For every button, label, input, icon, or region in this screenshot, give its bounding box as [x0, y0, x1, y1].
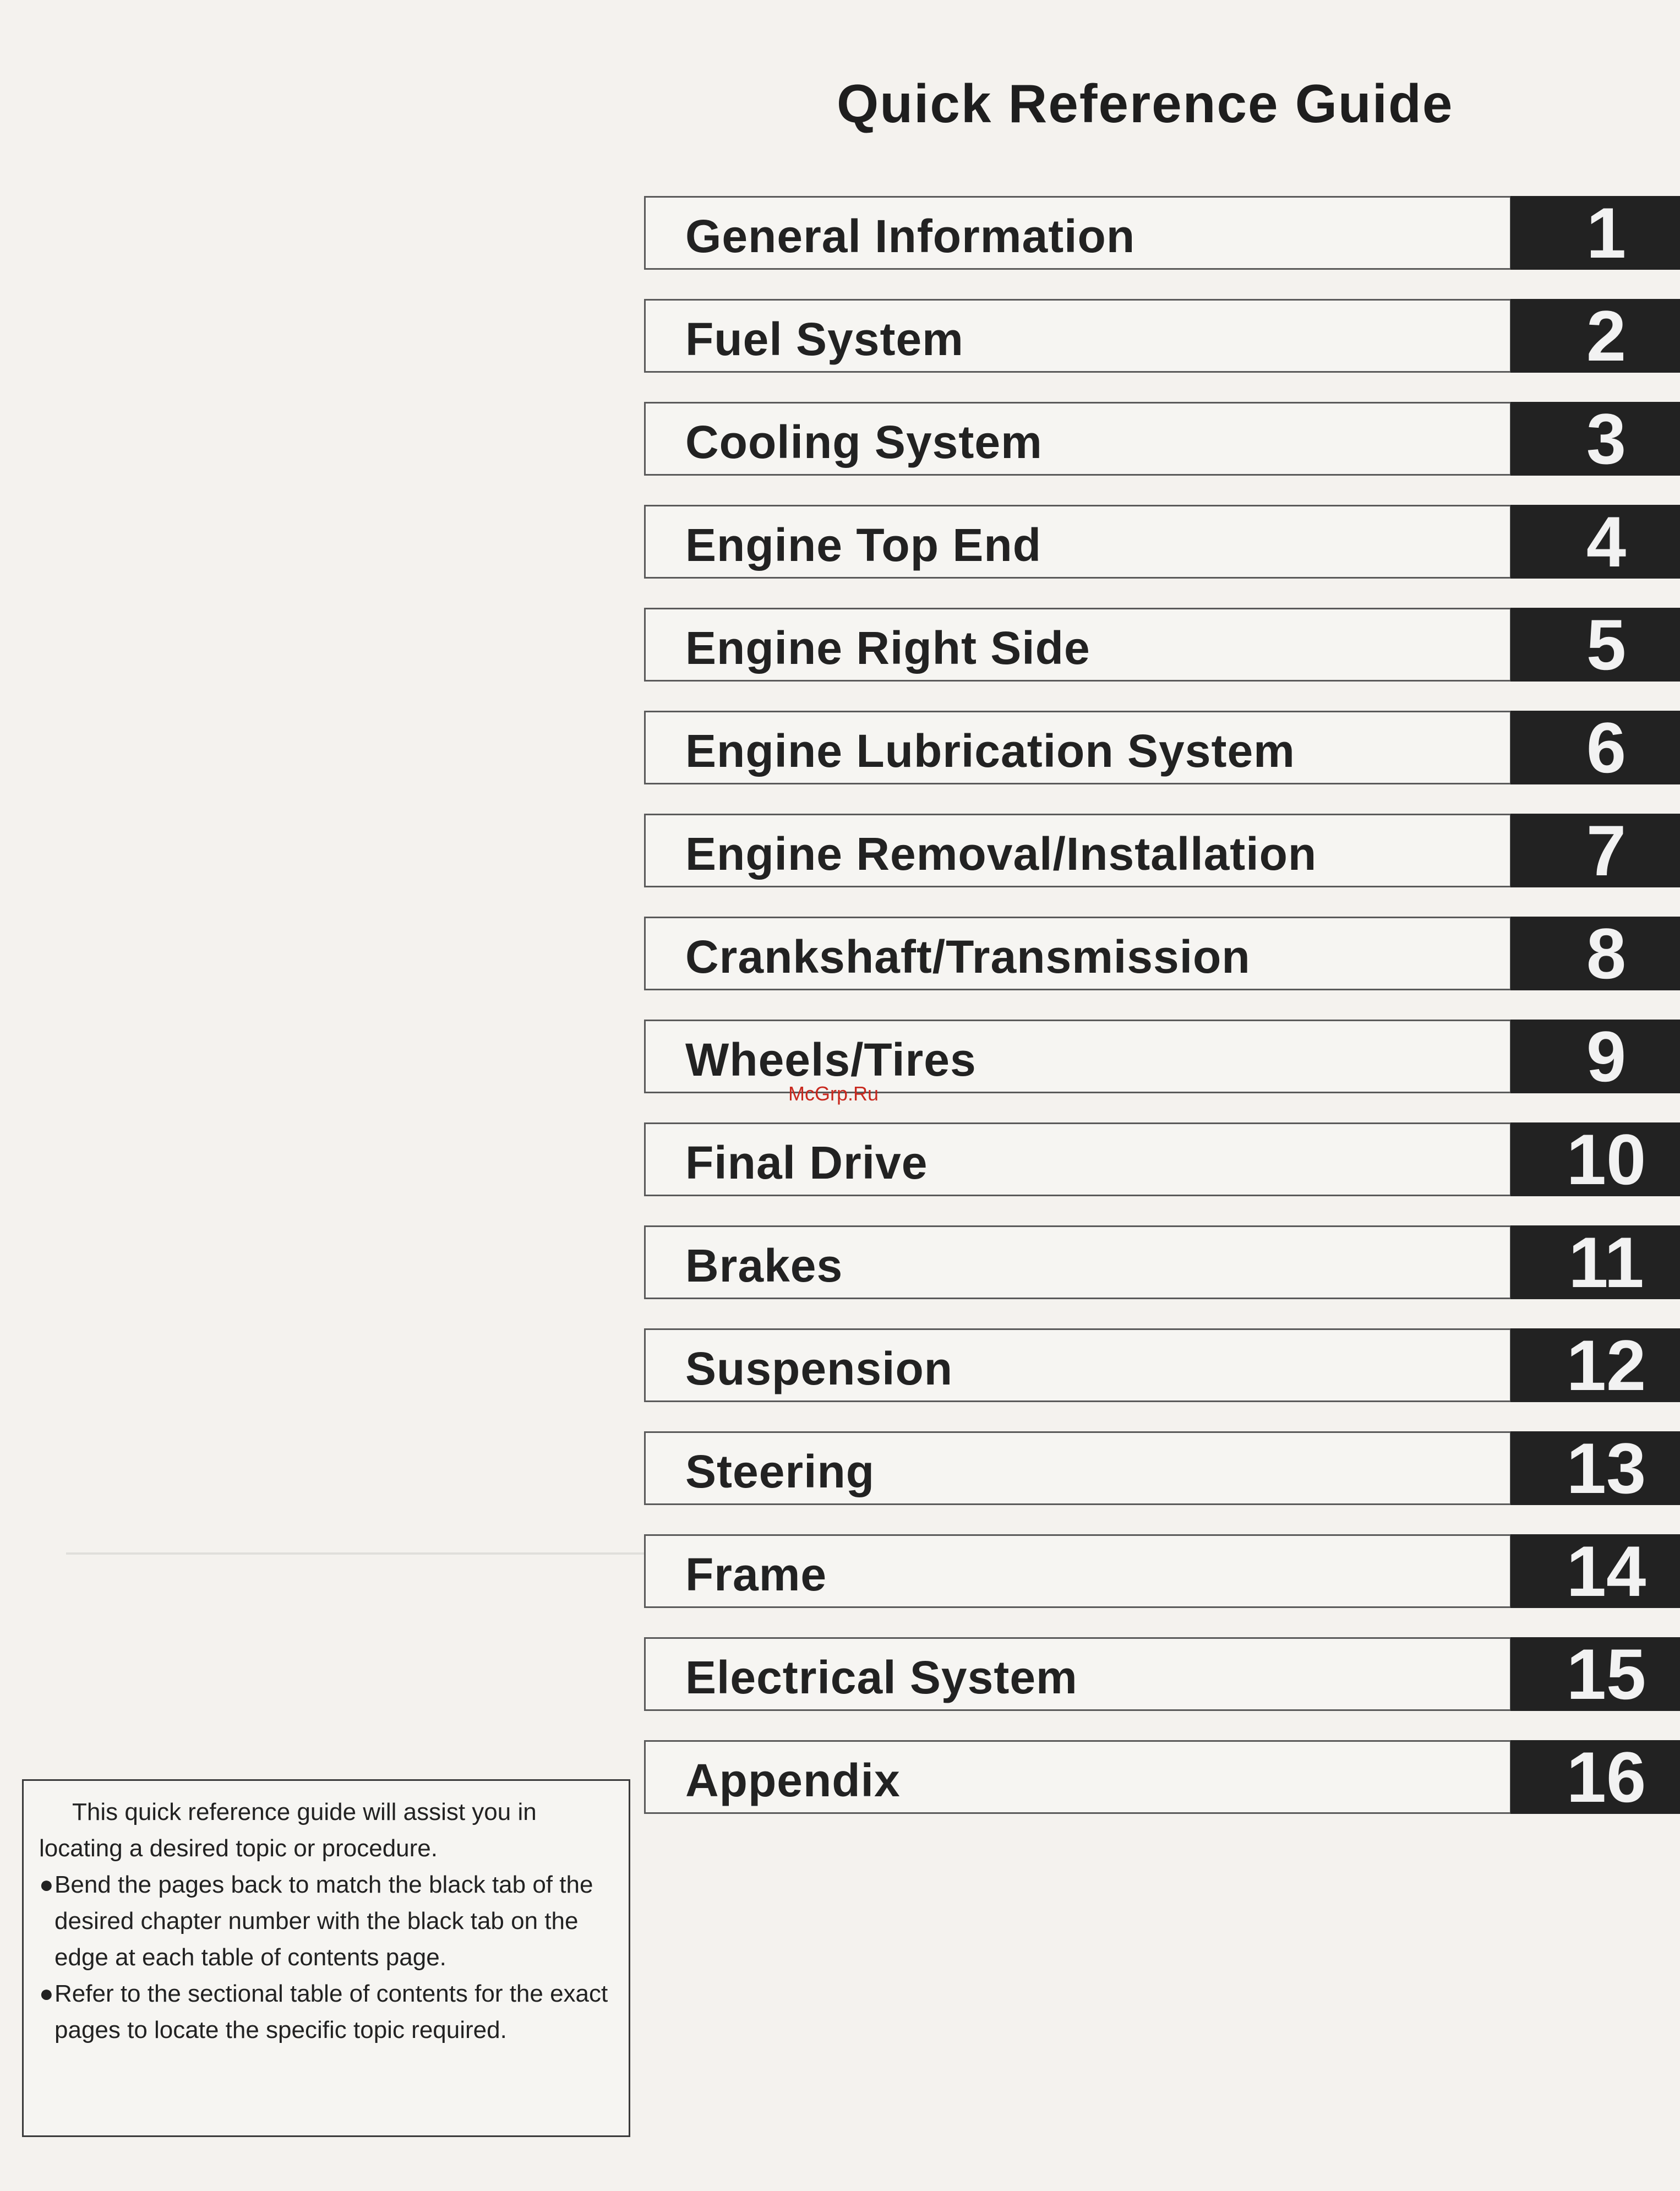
- chapter-title: Suspension: [685, 1343, 953, 1394]
- chapter-tab[interactable]: 9: [1510, 1020, 1680, 1093]
- chapter-title-box[interactable]: [644, 1122, 1512, 1196]
- chapter-row[interactable]: [644, 1222, 1680, 1302]
- chapter-title: Engine Right Side: [685, 622, 1090, 674]
- info-bullet-text: Bend the pages back to match the black tab of the desired chapter number with the black tab on the edge at each table of contents page.: [54, 1871, 593, 1971]
- chapter-title: Crankshaft/Transmission: [685, 931, 1251, 983]
- chapter-tab[interactable]: 15: [1510, 1637, 1680, 1711]
- chapter-title-box[interactable]: [644, 1225, 1512, 1299]
- chapter-title: Engine Removal/Installation: [685, 828, 1317, 880]
- chapter-title-box[interactable]: [644, 402, 1512, 476]
- chapter-row[interactable]: [644, 1737, 1680, 1817]
- chapter-row[interactable]: [644, 399, 1680, 479]
- chapter-row[interactable]: [644, 502, 1680, 582]
- chapter-title-box[interactable]: [644, 505, 1512, 579]
- chapter-row[interactable]: [644, 1531, 1680, 1611]
- chapter-title: Appendix: [685, 1754, 901, 1806]
- chapter-title-box[interactable]: [644, 917, 1512, 990]
- info-bullet: [39, 1867, 612, 1976]
- chapter-title-box[interactable]: [644, 1740, 1512, 1814]
- chapter-row[interactable]: [644, 193, 1680, 273]
- info-intro: This quick reference guide will assist you in locating a desired topic or procedure.: [39, 1798, 537, 1862]
- info-bullet-text: Refer to the sectional table of contents for the exact pages to locate the specific topic required.: [54, 1980, 608, 2043]
- chapter-tab[interactable]: 11: [1510, 1225, 1680, 1299]
- info-bullet: [39, 1976, 612, 2048]
- chapter-row[interactable]: [644, 296, 1680, 376]
- chapter-tab[interactable]: 16: [1510, 1740, 1680, 1814]
- chapter-row[interactable]: [644, 604, 1680, 685]
- chapter-title: Engine Top End: [685, 519, 1042, 571]
- chapter-tab[interactable]: 8: [1510, 917, 1680, 990]
- chapter-row[interactable]: [644, 1428, 1680, 1508]
- chapter-title: Final Drive: [685, 1137, 928, 1189]
- chapter-title: General Information: [685, 210, 1136, 262]
- chapter-tab[interactable]: 5: [1510, 608, 1680, 682]
- info-box: [22, 1779, 630, 2137]
- chapter-tab[interactable]: 1: [1510, 196, 1680, 270]
- chapter-title-box[interactable]: [644, 1534, 1512, 1608]
- chapter-title-box[interactable]: [644, 196, 1512, 270]
- chapter-title-box[interactable]: [644, 711, 1512, 784]
- chapter-row[interactable]: [644, 1325, 1680, 1405]
- page-title: Quick Reference Guide: [837, 73, 1454, 134]
- chapter-tab[interactable]: 13: [1510, 1431, 1680, 1505]
- chapter-title: Electrical System: [685, 1652, 1078, 1703]
- chapter-title-box[interactable]: [644, 299, 1512, 373]
- chapter-tab[interactable]: 12: [1510, 1328, 1680, 1402]
- bullet-dot-icon: ●: [39, 1980, 54, 2007]
- chapter-title: Frame: [685, 1549, 827, 1600]
- chapter-row[interactable]: [644, 1119, 1680, 1200]
- chapter-tab[interactable]: 6: [1510, 711, 1680, 784]
- chapter-title-box[interactable]: [644, 814, 1512, 887]
- chapter-tab[interactable]: 14: [1510, 1534, 1680, 1608]
- chapter-tab[interactable]: 3: [1510, 402, 1680, 476]
- chapter-tab[interactable]: 7: [1510, 814, 1680, 887]
- chapter-title: Steering: [685, 1446, 875, 1497]
- chapter-row[interactable]: [644, 707, 1680, 788]
- chapter-row[interactable]: [644, 913, 1680, 994]
- chapter-title: Wheels/Tires: [685, 1034, 977, 1086]
- chapter-tab[interactable]: 4: [1510, 505, 1680, 579]
- chapter-title-box[interactable]: [644, 1637, 1512, 1711]
- chapter-title-box[interactable]: [644, 608, 1512, 682]
- watermark-text: McGrp.Ru: [788, 1082, 879, 1105]
- chapter-title: Fuel System: [685, 313, 964, 365]
- chapter-tab[interactable]: 2: [1510, 299, 1680, 373]
- chapter-title-box[interactable]: [644, 1020, 1512, 1093]
- chapter-tab[interactable]: 10: [1510, 1122, 1680, 1196]
- chapter-title: Cooling System: [685, 416, 1043, 468]
- chapter-title-box[interactable]: [644, 1328, 1512, 1402]
- chapter-title: Engine Lubrication System: [685, 725, 1295, 777]
- chapter-title: Brakes: [685, 1240, 843, 1291]
- bullet-dot-icon: ●: [39, 1871, 54, 1898]
- chapter-row[interactable]: [644, 810, 1680, 891]
- chapter-row[interactable]: [644, 1634, 1680, 1714]
- chapter-title-box[interactable]: [644, 1431, 1512, 1505]
